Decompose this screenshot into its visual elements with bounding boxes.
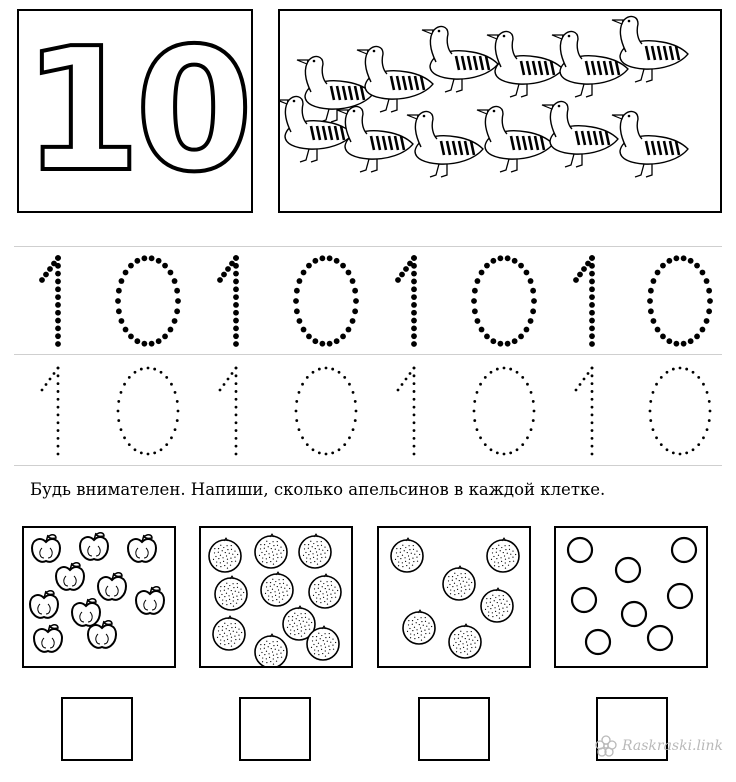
apple-icon	[128, 535, 156, 562]
orange-icon	[209, 538, 241, 572]
duck-icon	[542, 102, 618, 167]
orange-icon	[213, 616, 245, 650]
tracing-digit-1	[395, 255, 417, 347]
circle-icon	[586, 630, 610, 654]
tracing-digit-0	[649, 367, 712, 456]
big-number-10: 10	[22, 12, 248, 210]
tracing-digit-0	[115, 255, 181, 346]
ducks-illustration	[280, 11, 720, 211]
apple-icon	[30, 591, 58, 618]
fruit-group	[379, 528, 529, 666]
orange-icon	[299, 534, 331, 568]
apple-icon	[136, 587, 164, 614]
fruit-group	[201, 528, 351, 666]
orange-icon	[481, 588, 513, 622]
tracing-digit-1	[219, 367, 238, 456]
tracing-digit-0	[295, 367, 358, 456]
fruit-group	[24, 528, 174, 666]
tracing-digit-1	[217, 255, 239, 347]
tracing-digit-1	[575, 367, 594, 456]
instruction-text: Будь внимателен. Напиши, сколько апельсинов в каждой клетке.	[30, 480, 606, 499]
duck-icon	[487, 32, 563, 97]
apple-icon	[56, 563, 84, 590]
tracing-digit-1	[41, 367, 60, 456]
orange-icon	[403, 610, 435, 644]
tracing-digit-1	[397, 367, 416, 456]
apple-icon	[80, 533, 108, 560]
duck-icon	[477, 107, 553, 172]
apple-icon	[98, 573, 126, 600]
orange-icon	[255, 534, 287, 568]
apple-icon	[72, 599, 100, 626]
fruit-group	[556, 528, 706, 666]
duck-icon	[357, 47, 433, 112]
orange-icon	[261, 572, 293, 606]
circle-icon	[572, 588, 596, 612]
duck-icon	[612, 112, 688, 177]
watermark	[594, 726, 730, 766]
tracing-digit-0	[117, 367, 180, 456]
flower-icon	[594, 734, 618, 758]
circle-icon	[672, 538, 696, 562]
orange-icon	[255, 634, 287, 666]
orange-icon	[443, 566, 475, 600]
circle-icon	[622, 602, 646, 626]
circle-icon	[648, 626, 672, 650]
count-box-circles	[554, 526, 708, 668]
orange-icon	[391, 538, 423, 572]
tracing-digits	[0, 240, 736, 470]
answer-box-2[interactable]	[239, 697, 311, 761]
duck-icon	[422, 27, 498, 92]
count-box-oranges-2	[377, 526, 531, 668]
tracing-digit-0	[473, 367, 536, 456]
circle-icon	[568, 538, 592, 562]
ducks-panel	[278, 9, 722, 213]
answer-box-3[interactable]	[418, 697, 490, 761]
orange-icon	[215, 576, 247, 610]
count-box-apples	[22, 526, 176, 668]
tracing-digit-0	[293, 255, 359, 346]
big-number-panel	[17, 9, 253, 213]
duck-icon	[337, 107, 413, 172]
tracing-digit-0	[647, 255, 713, 346]
circle-icon	[668, 584, 692, 608]
circle-icon	[616, 558, 640, 582]
duck-icon	[552, 32, 628, 97]
tracing-digit-1	[573, 255, 595, 347]
watermark-text: Raskraski.link	[622, 738, 723, 754]
tracing-digit-0	[471, 255, 537, 346]
orange-icon	[487, 538, 519, 572]
count-box-oranges-1	[199, 526, 353, 668]
apple-icon	[32, 535, 60, 562]
tracing-digit-1	[39, 255, 61, 347]
orange-icon	[309, 574, 341, 608]
orange-icon	[449, 624, 481, 658]
answer-box-1[interactable]	[61, 697, 133, 761]
apple-icon	[34, 625, 62, 652]
duck-icon	[407, 112, 483, 177]
